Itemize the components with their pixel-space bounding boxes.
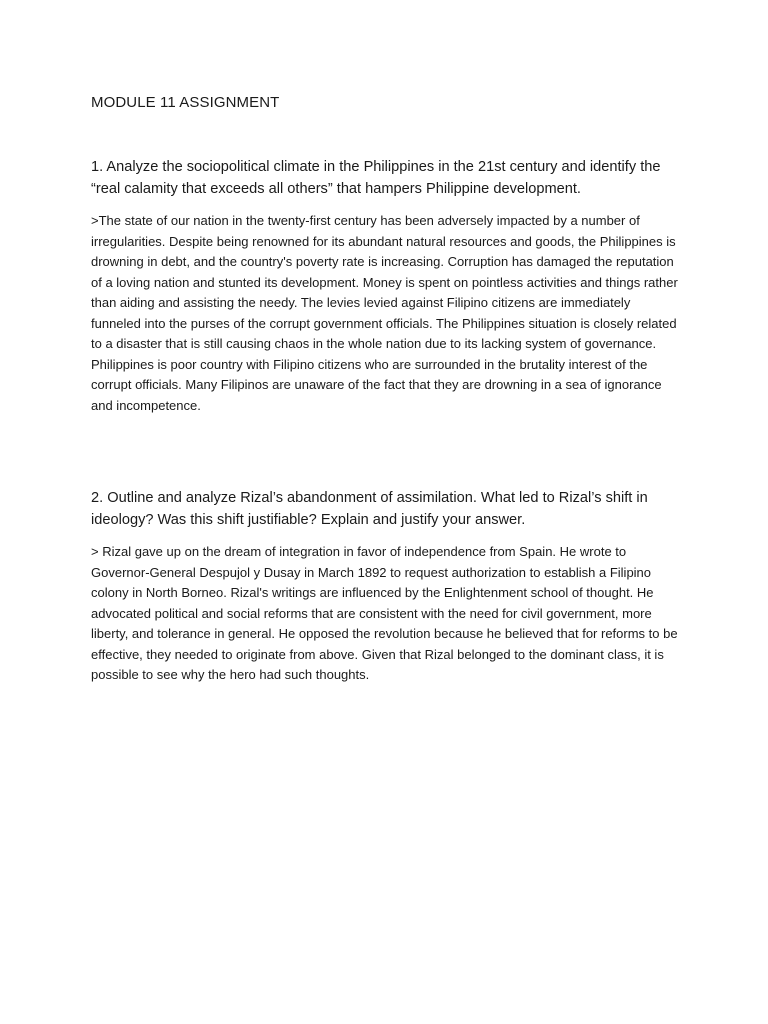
question-1: 1. Analyze the sociopolitical climate in the Philippines in the 21st century and identify the “real calamity that exceeds all others” that hampers Philippine development. <box>91 159 661 197</box>
question-2: 2. Outline and analyze Rizal’s abandonment of assimilation. What led to Rizal’s shift in ideology? Was this shift justifiable? Explain and justify your answer. <box>91 490 648 528</box>
document-title: MODULE 11 ASSIGNMENT <box>91 94 280 111</box>
answer-1: >The state of our nation in the twenty-first century has been adversely impacted by a number of irregularities. Despite being renowned for its abundant natural resources and goods, the Philippines is drowning in debt, and the country's poverty rate is increasing. Corruption has damaged the reputation of a loving nation and stunted its development. Money is spent on pointless activities and things rather than aiding and assisting the needy. The levies levied against Filipino citizens are immediately funneled into the purses of the corrupt government officials. The Philippines situation is closely related to a disaster that is still causing chaos in the whole nation due to its lacking system of governance. Philippines is poor country with Filipino citizens who are surrounded in the brutality interest of the corrupt officials. Many Filipinos are unaware of the fact that they are drowning in a sea of ignorance and incompetence. <box>91 213 678 413</box>
answer-2: > Rizal gave up on the dream of integration in favor of independence from Spain. He wrote to Governor-General Despujol y Dusay in March 1892 to request authorization to establish a Filipino colony in North Borneo. Rizal's writings are influenced by the Enlightenment school of thought. He advocated political and social reforms that are consistent with the need for civil government, more liberty, and tolerance in general. He opposed the revolution because he believed that for reforms to be effective, they needed to originate from above. Given that Rizal belonged to the dominant class, it is possible to see why the hero had such thoughts. <box>91 544 678 682</box>
